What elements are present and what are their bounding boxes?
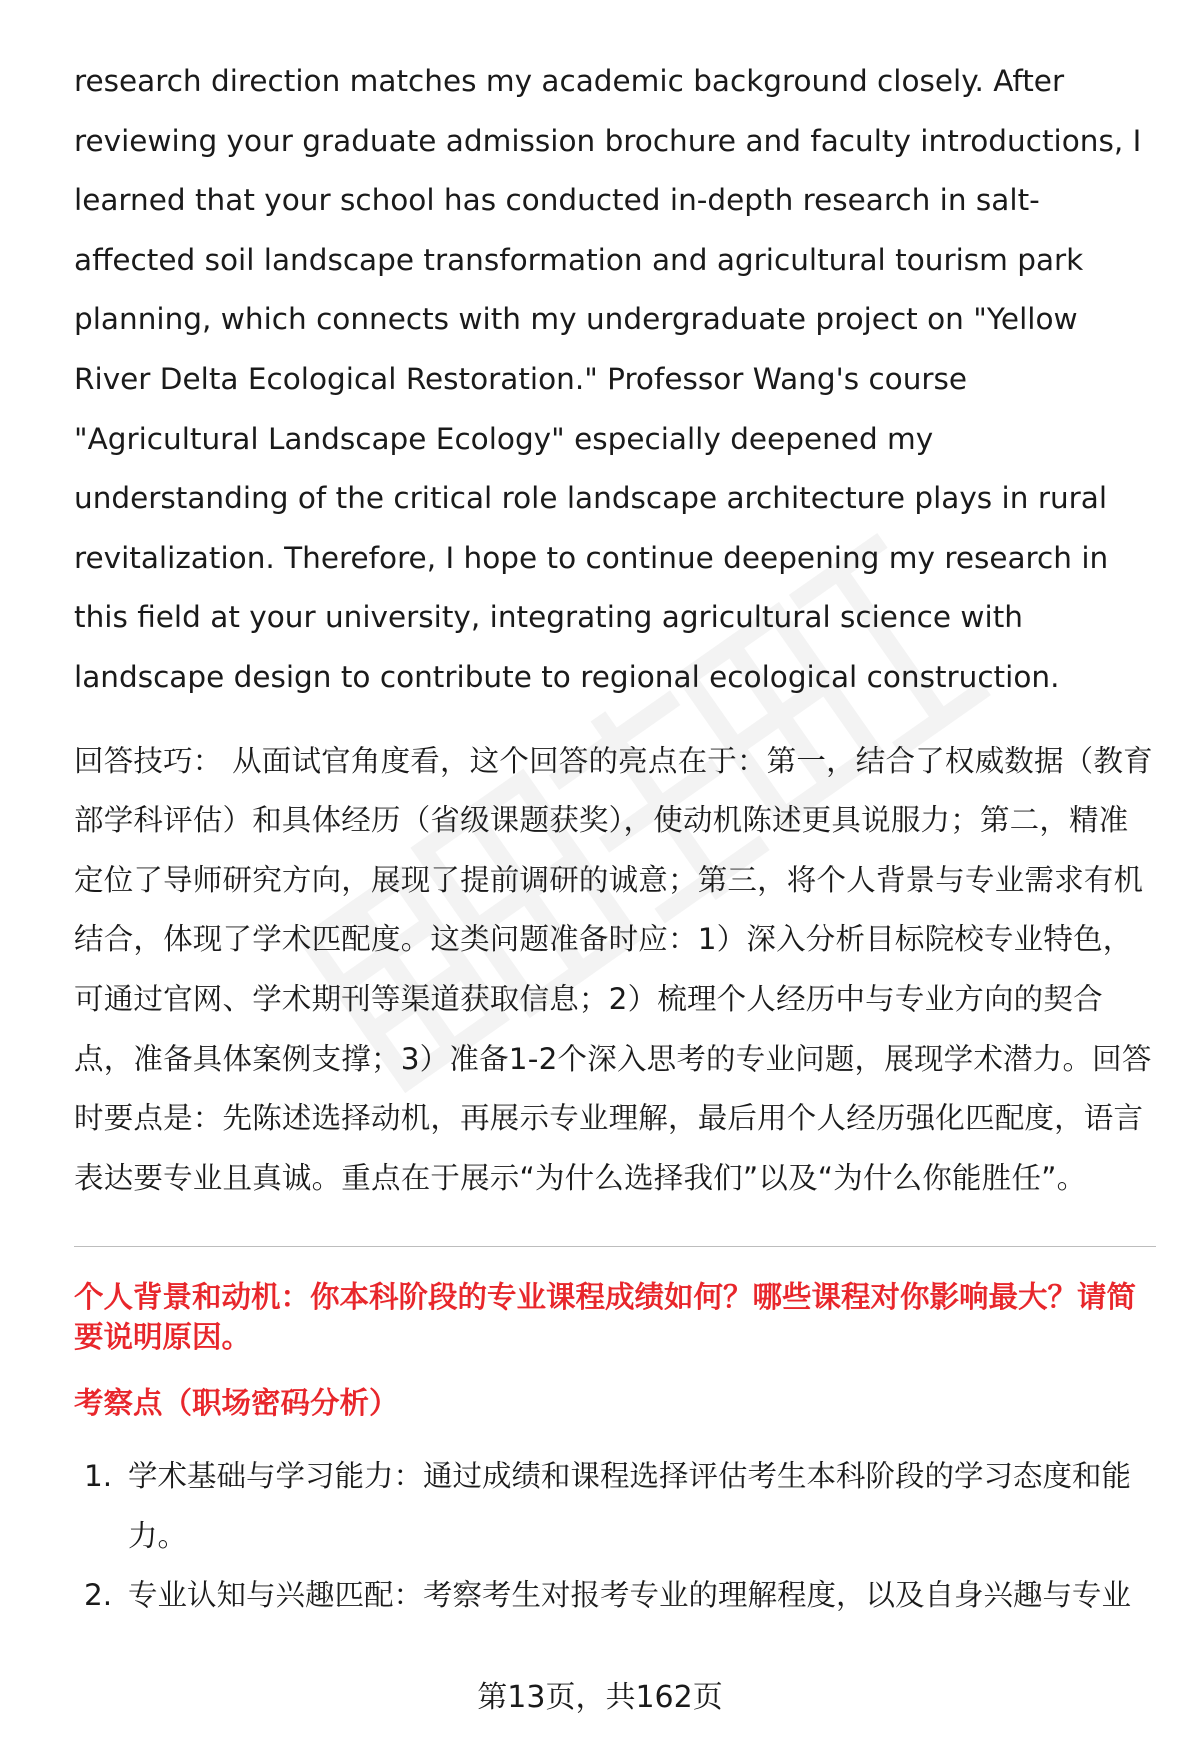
- section-divider: [74, 1246, 1156, 1247]
- list-item-number: 2.: [84, 1578, 113, 1613]
- page-number-footer: 第13页，共162页: [477, 1680, 723, 1715]
- list-item: [74, 1566, 1156, 1626]
- answer-tips-paragraph: 回答技巧： 从面试官角度看，这个回答的亮点在于：第一，结合了权威数据（教育部学科评估）和具体经历（省级课题获奖），使动机陈述更具说服力；第二，精准定位了导师研究方向，展现了提前调研的诚意；第三，将个人背景与专业需求有机结合，体现了学术匹配度。这类问题准备时应：1）深入分析目标院校专业特色，可通过官网、学术期刊等渠道获取信息；2）梳理个人经历中与专业方向的契合点，准备具体案例支撑；3）准备1-2个深入思考的专业问题，展现学术潜力。回答时要点是：先陈述选择动机，再展示专业理解，最后用个人经历强化匹配度，语言表达要专业且真诚。重点在于展示“为什么选择我们”以及“为什么你能胜任”。: [74, 743, 1153, 1195]
- list-item-text: 学术基础与学习能力：通过成绩和课程选择评估考生本科阶段的学习态度和能力。: [128, 1459, 1132, 1553]
- list-item-text: 专业认知与兴趣匹配：考察考生对报考专业的理解程度，以及自身兴趣与专业: [128, 1578, 1132, 1613]
- assessment-points-list: [74, 1447, 1156, 1626]
- page-content: [74, 52, 1156, 1626]
- assessment-points-heading: 考察点（职场密码分析）: [74, 1386, 399, 1421]
- list-item: [74, 1447, 1156, 1566]
- answer-paragraph: research direction matches my academic background closely. After reviewing your graduate admission brochure and faculty introductions, I learned that your school has conducted in-depth research in salt-affected soil landscape transformation and agricultural tourism park planning, which connects with my undergraduate project on "Yellow River Delta Ecological Restoration." Professor Wang's course "Agricultural Landscape Ecology" especially deepened my understanding of the critical role landscape architecture plays in rural revitalization. Therefore, I hope to continue deepening my research in this field at your university, integrating agricultural science with landscape design to contribute to regional ecological construction.: [74, 64, 1142, 694]
- list-item-number: 1.: [84, 1459, 113, 1494]
- interview-question: 个人背景和动机：你本科阶段的专业课程成绩如何？哪些课程对你影响最大？请简要说明原因。: [74, 1280, 1137, 1355]
